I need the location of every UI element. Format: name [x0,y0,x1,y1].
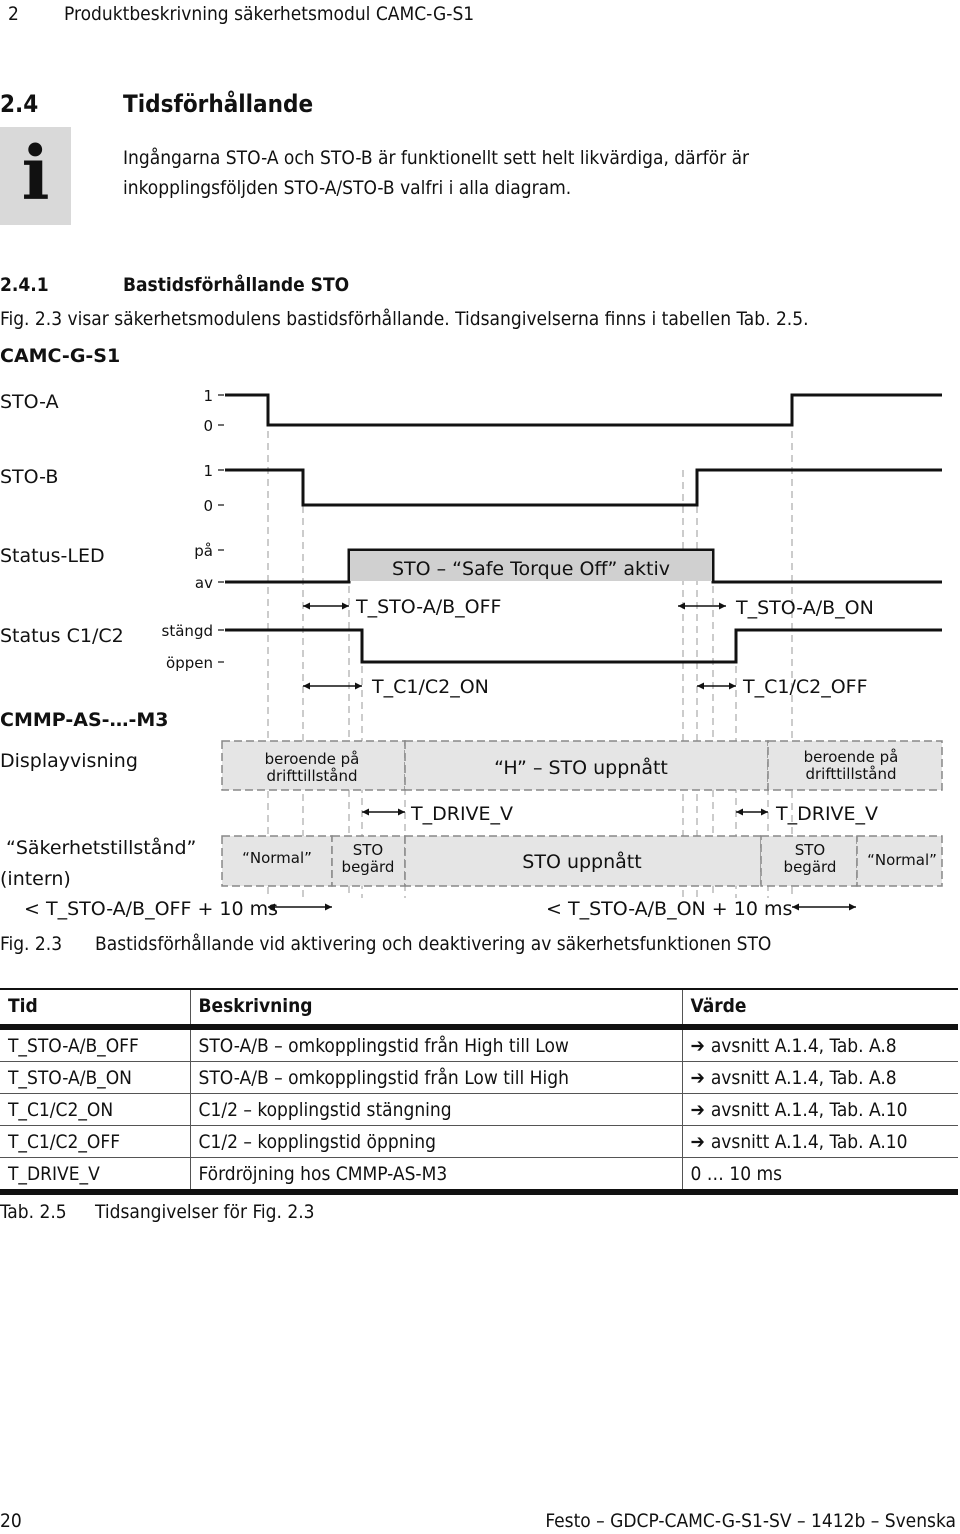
safety-normal-2: “Normal” [867,851,937,869]
cell-varde-text: avsnitt A.1.4, Tab. A.10 [710,1098,908,1121]
cell-beskrivning: STO-A/B – omkopplingstid från Low till High [190,1062,682,1094]
sto-b-level-0: 0 [203,497,213,515]
safety-sto-req-1-line2: begärd [341,858,395,876]
sto-b-waveform [225,470,942,505]
cell-tid: T_C1/C2_ON [0,1094,190,1126]
arrow-right-icon: ➔ [690,1034,705,1057]
sto-a-level-0: 0 [203,417,213,435]
col-header-beskrivning: Beskrivning [190,989,682,1027]
cell-beskrivning: C1/2 – kopplingstid öppning [190,1126,682,1158]
lt-on-label: < T_STO-A/B_ON + 10 ms [546,898,793,920]
cell-varde [682,1094,958,1126]
table-row [0,1062,958,1094]
cell-varde [682,1126,958,1158]
figure-caption: Bastidsförhållande vid aktivering och deaktivering av säkerhetsfunktionen STO [95,933,772,955]
display-dep-1-line1: beroende på [264,750,360,768]
t-c-off-label: T_C1/C2_OFF [743,676,868,698]
sto-a-level-1: 1 [203,387,213,405]
table-row [0,1158,958,1193]
arrow-right-icon: ➔ [690,1130,705,1153]
display-h-sto: “H” – STO uppnått [494,757,668,779]
table-caption: Tidsangivelser för Fig. 2.3 [95,1201,315,1223]
row-label-safety-state: “Säkerhetstillstånd” [6,837,197,859]
row-label-intern: (intern) [0,868,71,890]
table-number: Tab. 2.5 [0,1201,67,1223]
t-off-label: T_STO-A/B_OFF [356,596,502,618]
cell-beskrivning: STO-A/B – omkopplingstid från High till Low [190,1027,682,1062]
display-dep-2-line2: drifttillstånd [805,765,897,783]
cell-varde: 0 … 10 ms [682,1158,958,1193]
row-label-status-c1c2: Status C1/C2 [0,625,124,647]
status-c1c2-waveform [225,630,942,662]
led-level-off: av [194,574,213,592]
device-label-cmmp: CMMP-AS-…-M3 [0,709,169,731]
cell-varde-text: avsnitt A.1.4, Tab. A.10 [710,1130,908,1153]
info-text-line2: inkopplingsföljden STO-A/STO-B valfri i alla diagram. [123,177,572,199]
safety-sto-req-2-line1: STO [794,841,826,859]
cell-varde [682,1062,958,1094]
table-row [0,1027,958,1062]
timing-table [0,988,958,1195]
cell-tid: T_STO-A/B_ON [0,1062,190,1094]
cell-varde-text: avsnitt A.1.4, Tab. A.8 [710,1034,897,1057]
col-header-varde: Värde [682,989,958,1027]
intro-paragraph: Fig. 2.3 visar säkerhetsmodulens bastidsförhållande. Tidsangivelserna finns i tabellen Tab. 2.5. [0,308,809,330]
table-row [0,1126,958,1158]
display-dep-2-line1: beroende på [803,748,899,766]
cell-varde [682,1027,958,1062]
sto-b-level-1: 1 [203,462,213,480]
cell-beskrivning: C1/2 – kopplingstid stängning [190,1094,682,1126]
col-header-tid: Tid [0,989,190,1027]
safety-sto-req-1-line1: STO [352,841,384,859]
t-on-label: T_STO-A/B_ON [736,597,874,619]
page-number: 2 [8,3,19,25]
subsection-title: Bastidsförhållande STO [123,274,350,296]
c-level-closed: stängd [161,622,213,640]
footer-page-number: 20 [0,1510,22,1532]
table-row [0,1094,958,1126]
cell-varde-text: avsnitt A.1.4, Tab. A.8 [710,1066,897,1089]
table-header-row [0,989,958,1027]
running-header: Produktbeskrivning säkerhetsmodul CAMC-G-S1 [64,3,475,25]
t-drive-v-label-2: T_DRIVE_V [776,803,879,825]
figure-number: Fig. 2.3 [0,933,63,955]
t-c-on-label: T_C1/C2_ON [372,676,489,698]
t-drive-v-label-1: T_DRIVE_V [411,803,514,825]
row-label-sto-a: STO-A [0,391,59,413]
row-label-sto-b: STO-B [0,466,59,488]
sto-a-waveform [225,395,942,425]
info-text-line1: Ingångarna STO-A och STO-B är funktionellt sett helt likvärdiga, därför är [123,147,750,169]
row-label-status-led: Status-LED [0,545,105,567]
lt-off-label: < T_STO-A/B_OFF + 10 ms [24,898,279,920]
subsection-number: 2.4.1 [0,274,49,296]
arrow-right-icon: ➔ [690,1098,705,1121]
arrow-right-icon: ➔ [690,1066,705,1089]
safety-sto-req-2-line2: begärd [783,858,837,876]
info-icon: i [21,131,50,217]
led-level-on: på [194,542,213,560]
safety-sto-reached: STO uppnått [522,851,642,873]
cell-tid: T_DRIVE_V [0,1158,190,1193]
section-title: Tidsförhållande [123,90,314,118]
cell-tid: T_STO-A/B_OFF [0,1027,190,1062]
c-level-open: öppen [166,654,213,672]
safety-normal-1: “Normal” [242,849,312,867]
display-dep-1-line2: drifttillstånd [266,767,358,785]
sto-active-label: STO – “Safe Torque Off” aktiv [391,558,671,580]
cell-tid: T_C1/C2_OFF [0,1126,190,1158]
device-label-camc: CAMC-G-S1 [0,345,121,367]
cell-beskrivning: Fördröjning hos CMMP-AS-M3 [190,1158,682,1193]
row-label-display: Displayvisning [0,750,138,772]
section-number: 2.4 [0,90,39,118]
footer-document-id: Festo – GDCP-CAMC-G-S1-SV – 1412b – Svenska [545,1510,956,1532]
